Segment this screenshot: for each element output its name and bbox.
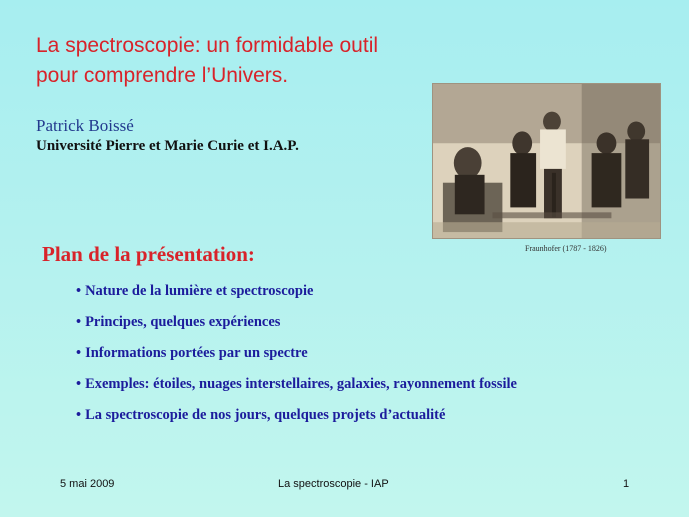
fraunhofer-engraving — [432, 83, 661, 239]
list-item — [76, 283, 517, 314]
image-caption: Fraunhofer (1787 - 1826) — [525, 244, 607, 253]
list-item — [76, 345, 517, 376]
bullet-icon: • — [76, 376, 82, 392]
slide-title-line-2: pour comprendre l’Univers. — [36, 64, 289, 87]
list-item — [76, 407, 517, 438]
bullet-icon: • — [76, 407, 82, 423]
slide-title — [36, 31, 456, 91]
bullet-icon: • — [76, 283, 82, 299]
bullet-icon: • — [76, 345, 82, 361]
list-item-text: Informations portées par un spectre — [85, 345, 308, 361]
list-item-text: Exemples: étoiles, nuages interstellaires, galaxies, rayonnement fossile — [85, 376, 517, 392]
slide-title-line-1: La spectroscopie: un formidable outil — [36, 34, 379, 57]
plan-heading: Plan de la présentation: — [42, 242, 255, 266]
list-item-text: Nature de la lumière et spectroscopie — [85, 283, 314, 299]
bullet-icon: • — [76, 314, 82, 330]
footer-page-number: 1 — [623, 478, 630, 490]
list-item-text: La spectroscopie de nos jours, quelques projets d’actualité — [85, 407, 446, 423]
author-name: Patrick Boissé — [36, 116, 134, 135]
footer-date: 5 mai 2009 — [60, 478, 115, 490]
list-item — [76, 314, 517, 345]
list-item-text: Principes, quelques expériences — [85, 314, 281, 330]
footer-title: La spectroscopie - IAP — [278, 478, 389, 490]
list-item — [76, 376, 517, 407]
author-affiliation: Université Pierre et Marie Curie et I.A.P. — [36, 138, 299, 154]
plan-list — [76, 283, 517, 438]
engraving-illustration — [433, 84, 660, 238]
